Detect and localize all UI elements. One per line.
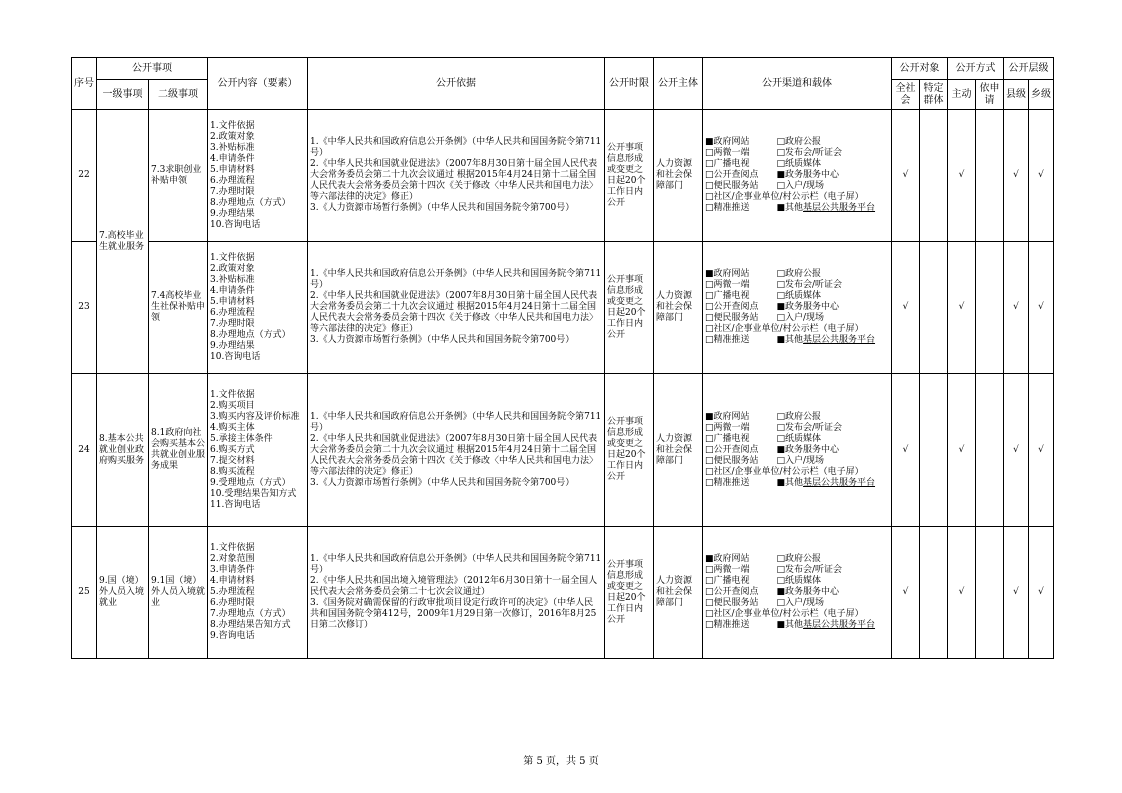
- basis-line: 2.《中华人民共和国就业促进法》（2007年8月30日第十届全国人民代表大会常务委员会第二十九次会议通过 根据2015年4月24日第十二届全国人民代表大会常务委员会第十四次《关于修改〈中华人民共和国电力法〉等六部法律的决定》修正）: [310, 433, 599, 477]
- row-seq: 25: [72, 527, 97, 659]
- header-content: 公开内容（要素）: [208, 58, 308, 110]
- channel-line: □公开查阅点 ■政务服务中心: [705, 170, 840, 180]
- disclosure-table: [71, 57, 1054, 659]
- check-method-active: √: [948, 242, 976, 374]
- level2-item: 7.3求职创业补贴申领: [149, 110, 208, 242]
- basis-line: 1.《中华人民共和国政府信息公开条例》（中华人民共和国国务院令第711号）: [310, 137, 602, 158]
- basis-line: 3.《国务院对确需保留的行政审批项目设定行政许可的决定》（中华人民共和国国务院令第412号，2009年1月29日第一次修订，2016年8月25日第二次修订）: [310, 598, 597, 630]
- check-level-county: √: [1004, 374, 1029, 527]
- content-line: 5.申请材料: [210, 164, 255, 175]
- content-line: 1.文件依据: [210, 120, 255, 131]
- content-cell: [208, 374, 308, 527]
- subject-cell: 人力资源和社会保障部门: [654, 110, 703, 242]
- channel-line: □两微一端 □发布会/听证会: [705, 565, 843, 575]
- time-cell: 公开事项信息形成或变更之日起20个工作日内公开: [605, 374, 654, 527]
- time-cell: 公开事项信息形成或变更之日起20个工作日内公开: [605, 242, 654, 374]
- check-level-town: √: [1029, 110, 1054, 242]
- channel-line: ■政府网站 □政府公报: [705, 269, 822, 279]
- channel-line: □社区/企事业单位/村公示栏（电子屏）: [705, 192, 864, 202]
- header-seq: 序号: [72, 58, 97, 110]
- content-line: 6.办理流程: [210, 307, 255, 318]
- content-line: 3.补贴标准: [210, 142, 255, 153]
- check-level-county: √: [1004, 242, 1029, 374]
- header-level-group: 公开层级: [1004, 58, 1054, 80]
- subject-cell: 人力资源和社会保障部门: [654, 242, 703, 374]
- channel-line: ■政府网站 □政府公报: [705, 554, 822, 564]
- row-seq: 24: [72, 374, 97, 527]
- channel-line: ■政府网站 □政府公报: [705, 411, 822, 422]
- channel-line: □广播电视 □纸质媒体: [705, 433, 822, 444]
- check-target-specific: [920, 242, 948, 374]
- level2-item: 7.4高校毕业生社保补贴申领: [149, 242, 208, 374]
- header-channels: 公开渠道和载体: [703, 58, 892, 110]
- channel-line: □公开查阅点 ■政务服务中心: [705, 302, 840, 312]
- check-level-town: √: [1029, 374, 1054, 527]
- check-target-specific: [920, 110, 948, 242]
- channel-line: □社区/企事业单位/村公示栏（电子屏）: [705, 466, 864, 477]
- channel-other-prefix: □精准推送 ■其他: [705, 335, 804, 345]
- page-footer: 第 5 页，共 5 页: [523, 756, 599, 767]
- channel-other-value: 基层公共服务平台: [803, 203, 876, 213]
- content-line: 5.承接主体条件: [210, 433, 273, 444]
- content-line: 2.对象范围: [210, 554, 255, 564]
- content-line: 2.购买项目: [210, 400, 255, 411]
- content-line: 4.申请材料: [210, 576, 255, 586]
- channel-line-other: [705, 335, 889, 346]
- content-line: 3.购买内容及评价标准: [210, 411, 300, 422]
- content-line: 8.办理地点（方式）: [210, 329, 291, 340]
- channel-line: □便民服务站 □入户/现场: [705, 181, 825, 191]
- header-level1: 一级事项: [97, 80, 149, 110]
- content-line: 3.申请条件: [210, 565, 255, 575]
- check-level-town: √: [1029, 242, 1054, 374]
- header-level2: 二级事项: [149, 80, 208, 110]
- content-cell: [208, 110, 308, 242]
- content-line: 7.办理地点（方式）: [210, 609, 291, 619]
- channel-line-other: [705, 478, 889, 489]
- basis-cell: [308, 374, 605, 527]
- content-line: 8.办理结果告知方式: [210, 620, 291, 630]
- check-target-all: √: [892, 110, 920, 242]
- channel-line: □广播电视 □纸质媒体: [705, 159, 822, 169]
- content-line: 10.咨询电话: [210, 351, 261, 362]
- channel-other-prefix: □精准推送 ■其他: [705, 203, 804, 213]
- channels-cell: [703, 110, 892, 242]
- content-line: 6.办理时限: [210, 598, 255, 608]
- channel-line: □社区/企事业单位/村公示栏（电子屏）: [705, 609, 864, 619]
- header-target-specific: 特定群体: [920, 80, 948, 110]
- check-target-specific: [920, 374, 948, 527]
- header-method-active: 主动: [948, 80, 976, 110]
- basis-line: 3.《人力资源市场暂行条例》（中华人民共和国国务院令第700号）: [310, 335, 575, 345]
- check-target-specific: [920, 527, 948, 659]
- check-method-request: [976, 527, 1004, 659]
- row-seq: 22: [72, 110, 97, 242]
- basis-cell: [308, 242, 605, 374]
- content-line: 2.政策对象: [210, 131, 255, 142]
- content-line: 2.政策对象: [210, 263, 255, 274]
- basis-line: 3.《人力资源市场暂行条例》（中华人民共和国国务院令第700号）: [310, 203, 575, 213]
- channel-line: ■政府网站 □政府公报: [705, 137, 822, 147]
- check-method-request: [976, 110, 1004, 242]
- content-line: 4.申请条件: [210, 285, 255, 296]
- check-method-active: √: [948, 527, 976, 659]
- basis-cell: [308, 110, 605, 242]
- channel-line: □公开查阅点 ■政务服务中心: [705, 444, 840, 455]
- channel-line-other: [705, 203, 889, 214]
- header-subject: 公开主体: [654, 58, 703, 110]
- header-level-town: 乡级: [1029, 80, 1054, 110]
- level2-item: 8.1政府向社会购买基本公共就业创业服务成果: [149, 374, 208, 527]
- check-target-all: √: [892, 242, 920, 374]
- channel-line: □两微一端 □发布会/听证会: [705, 422, 843, 433]
- header-time: 公开时限: [605, 58, 654, 110]
- content-cell: [208, 527, 308, 659]
- header-method-group: 公开方式: [948, 58, 1004, 80]
- channel-other-value: 基层公共服务平台: [803, 335, 876, 345]
- content-line: 11.咨询电话: [210, 499, 261, 510]
- content-line: 1.文件依据: [210, 543, 255, 553]
- basis-line: 1.《中华人民共和国政府信息公开条例》（中华人民共和国国务院令第711号）: [310, 411, 602, 433]
- basis-line: 3.《人力资源市场暂行条例》（中华人民共和国国务院令第700号）: [310, 477, 575, 488]
- table-row: [72, 527, 1054, 659]
- content-line: 9.办理结果: [210, 208, 255, 219]
- header-items-group: 公开事项: [97, 58, 208, 80]
- time-cell: 公开事项信息形成或变更之日起20个工作日内公开: [605, 110, 654, 242]
- check-level-county: √: [1004, 110, 1029, 242]
- channel-other-prefix: □精准推送 ■其他: [705, 477, 804, 488]
- content-line: 6.办理流程: [210, 175, 255, 186]
- channel-other-prefix: □精准推送 ■其他: [705, 620, 804, 630]
- channel-line: □两微一端 □发布会/听证会: [705, 148, 843, 158]
- content-line: 3.补贴标准: [210, 274, 255, 285]
- level2-item: 9.1国（境）外人员入境就业: [149, 527, 208, 659]
- content-line: 5.办理流程: [210, 587, 255, 597]
- check-method-request: [976, 242, 1004, 374]
- content-line: 1.文件依据: [210, 252, 255, 263]
- channel-other-value: 基层公共服务平台: [803, 620, 876, 630]
- header-target-group: 公开对象: [892, 58, 948, 80]
- basis-line: 2.《中华人民共和国就业促进法》（2007年8月30日第十届全国人民代表大会常务委员会第二十九次会议通过 根据2015年4月24日第十二届全国人民代表大会常务委员会第十四次《关于修改〈中华人民共和国电力法〉等六部法律的决定》修正）: [310, 291, 599, 334]
- content-line: 4.申请条件: [210, 153, 255, 164]
- level1-item: 7.高校毕业生就业服务: [97, 110, 149, 374]
- content-line: 9.咨询电话: [210, 631, 255, 641]
- table-row: [72, 242, 1054, 374]
- channel-line: □公开查阅点 ■政务服务中心: [705, 587, 840, 597]
- check-target-all: √: [892, 374, 920, 527]
- content-line: 7.办理时限: [210, 186, 255, 197]
- channel-line-other: [705, 620, 889, 631]
- channel-other-value: 基层公共服务平台: [803, 477, 876, 488]
- channel-line: □便民服务站 □入户/现场: [705, 313, 825, 323]
- check-level-county: √: [1004, 527, 1029, 659]
- basis-cell: [308, 527, 605, 659]
- basis-line: 2.《中华人民共和国出境入境管理法》（2012年6月30日第十一届全国人民代表大会常务委员会第二十七次会议通过）: [310, 576, 598, 597]
- check-method-active: √: [948, 110, 976, 242]
- channels-cell: [703, 374, 892, 527]
- content-line: 1.文件依据: [210, 389, 255, 400]
- basis-line: 1.《中华人民共和国政府信息公开条例》（中华人民共和国国务院令第711号）: [310, 269, 602, 290]
- level1-item: 8.基本公共就业创业政府购买服务: [97, 374, 149, 527]
- content-line: 7.办理时限: [210, 318, 255, 329]
- header-method-request: 依申请: [976, 80, 1004, 110]
- channel-line: □便民服务站 □入户/现场: [705, 598, 825, 608]
- content-line: 8.购买流程: [210, 466, 255, 477]
- channels-cell: [703, 527, 892, 659]
- channel-line: □社区/企事业单位/村公示栏（电子屏）: [705, 324, 864, 334]
- time-cell: 公开事项信息形成或变更之日起20个工作日内公开: [605, 527, 654, 659]
- content-line: 5.申请材料: [210, 296, 255, 307]
- content-line: 10.受理结果告知方式: [210, 488, 297, 499]
- basis-line: 2.《中华人民共和国就业促进法》（2007年8月30日第十届全国人民代表大会常务委员会第二十九次会议通过 根据2015年4月24日第十二届全国人民代表大会常务委员会第十四次《关于修改〈中华人民共和国电力法〉等六部法律的决定》修正）: [310, 159, 599, 202]
- channel-line: □便民服务站 □入户/现场: [705, 455, 825, 466]
- header-basis: 公开依据: [308, 58, 605, 110]
- table-row: [72, 110, 1054, 242]
- content-line: 4.购买主体: [210, 422, 255, 433]
- basis-line: 1.《中华人民共和国政府信息公开条例》（中华人民共和国国务院令第711号）: [310, 554, 602, 575]
- header-target-all: 全社会: [892, 80, 920, 110]
- channel-line: □广播电视 □纸质媒体: [705, 291, 822, 301]
- content-line: 10.咨询电话: [210, 219, 261, 230]
- content-line: 7.提交材料: [210, 455, 255, 466]
- check-level-town: √: [1029, 527, 1054, 659]
- table-row: [72, 374, 1054, 527]
- level1-item: 9.国（境）外人员入境就业: [97, 527, 149, 659]
- channel-line: □广播电视 □纸质媒体: [705, 576, 822, 586]
- content-line: 6.购买方式: [210, 444, 255, 455]
- check-method-request: [976, 374, 1004, 527]
- channels-cell: [703, 242, 892, 374]
- subject-cell: 人力资源和社会保障部门: [654, 374, 703, 527]
- content-cell: [208, 242, 308, 374]
- check-method-active: √: [948, 374, 976, 527]
- content-line: 9.办理结果: [210, 340, 255, 351]
- content-line: 9.受理地点（方式）: [210, 477, 291, 488]
- content-line: 8.办理地点（方式）: [210, 197, 291, 208]
- check-target-all: √: [892, 527, 920, 659]
- row-seq: 23: [72, 242, 97, 374]
- header-level-county: 县级: [1004, 80, 1029, 110]
- channel-line: □两微一端 □发布会/听证会: [705, 280, 843, 290]
- subject-cell: 人力资源和社会保障部门: [654, 527, 703, 659]
